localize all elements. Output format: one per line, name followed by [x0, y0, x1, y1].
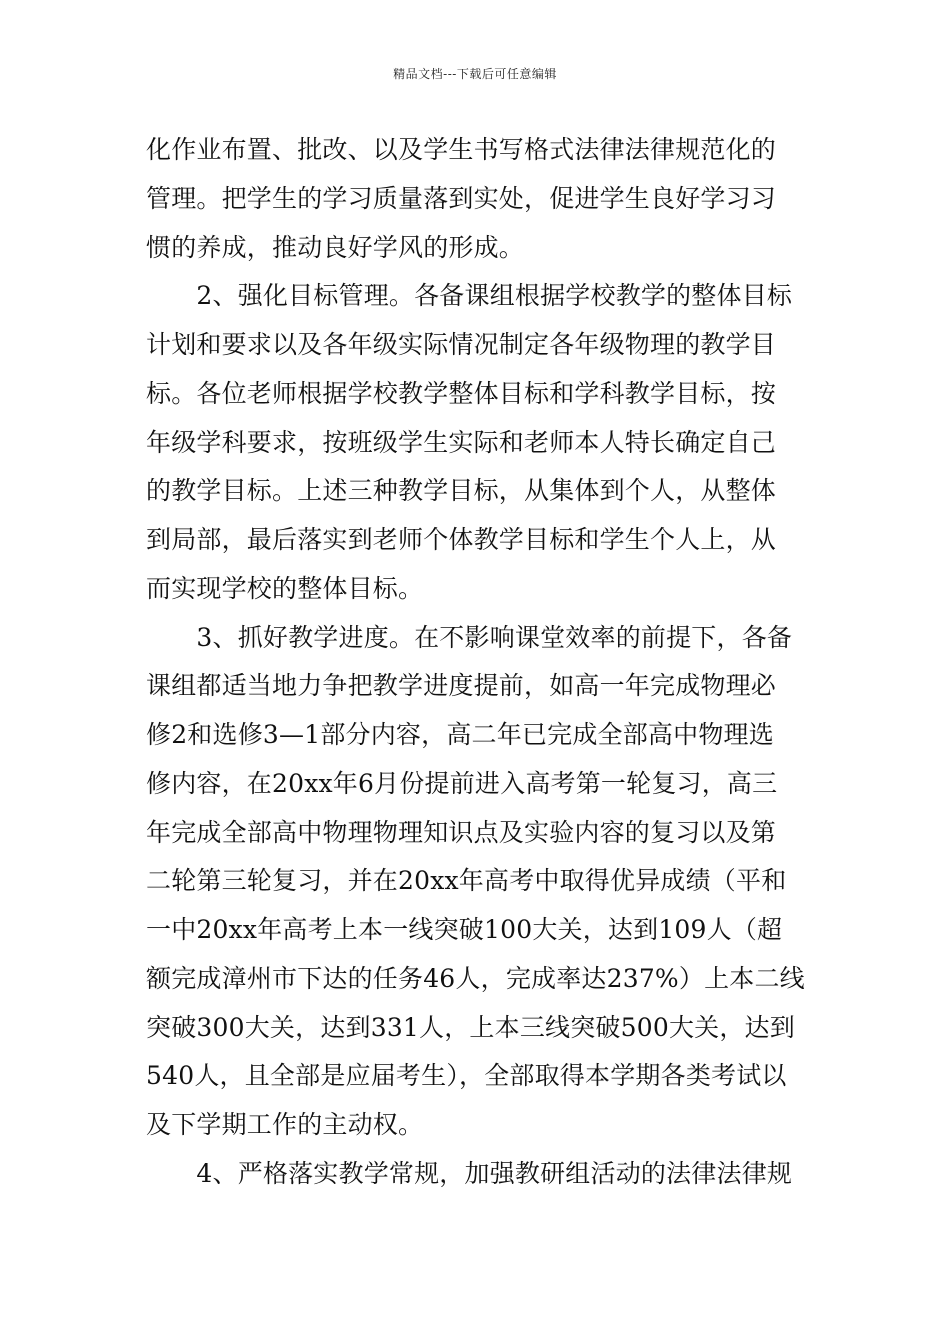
text-line: 年完成全部高中物理物理知识点及实验内容的复习以及第 — [146, 817, 777, 847]
text-line: 化作业布置、批改、以及学生书写格式法律法律规范化的 — [146, 135, 777, 164]
text-line: 年级学科要求，按班级学生实际和老师本人特长确定自己 — [146, 427, 777, 457]
text-line: 惯的养成，推动良好学风的形成。 — [146, 232, 525, 262]
text-line: 标。各位老师根据学校教学整体目标和学科教学目标，按 — [146, 378, 777, 408]
body-text — [146, 126, 806, 1199]
text-line: 计划和要求以及各年级实际情况制定各年级物理的教学目 — [146, 330, 777, 359]
text-line: 4、严格落实教学常规，加强教研组活动的法律法律规 — [146, 1158, 793, 1188]
text-line: 一中20xx年高考上本一线突破100大关，达到109人（超 — [146, 915, 783, 944]
text-line: 及下学期工作的主动权。 — [146, 1110, 424, 1139]
text-line: 突破300大关，达到331人，上本三线突破500大关，达到 — [146, 1012, 795, 1042]
text-line: 二轮第三轮复习，并在20xx年高考中取得优异成绩（平和 — [146, 866, 787, 896]
text-line: 而实现学校的整体目标。 — [146, 573, 424, 603]
text-line: 2、强化目标管理。各备课组根据学校教学的整体目标 — [146, 281, 793, 311]
text-line: 到局部，最后落实到老师个体教学目标和学生个人上，从 — [146, 525, 777, 554]
text-line: 修内容，在20xx年6月份提前进入高考第一轮复习，高三 — [146, 768, 778, 798]
text-line: 额完成漳州市下达的任务46人，完成率达237%）上本二线 — [146, 963, 805, 993]
page-header: 精品文档---下载后可任意编辑 — [393, 67, 557, 81]
text-line: 540人，且全部是应届考生），全部取得本学期各类考试以 — [146, 1061, 787, 1091]
text-line: 修2和选修3—1部分内容，高二年已完成全部高中物理选 — [146, 720, 774, 749]
text-line: 的教学目标。上述三种教学目标，从集体到个人，从整体 — [146, 476, 777, 506]
text-line: 3、抓好教学进度。在不影响课堂效率的前提下，各备 — [146, 622, 793, 652]
text-line: 管理。把学生的学习质量落到实处，促进学生良好学习习 — [146, 183, 777, 213]
text-line: 课组都适当地力争把教学进度提前，如高一年完成物理必 — [146, 671, 777, 701]
